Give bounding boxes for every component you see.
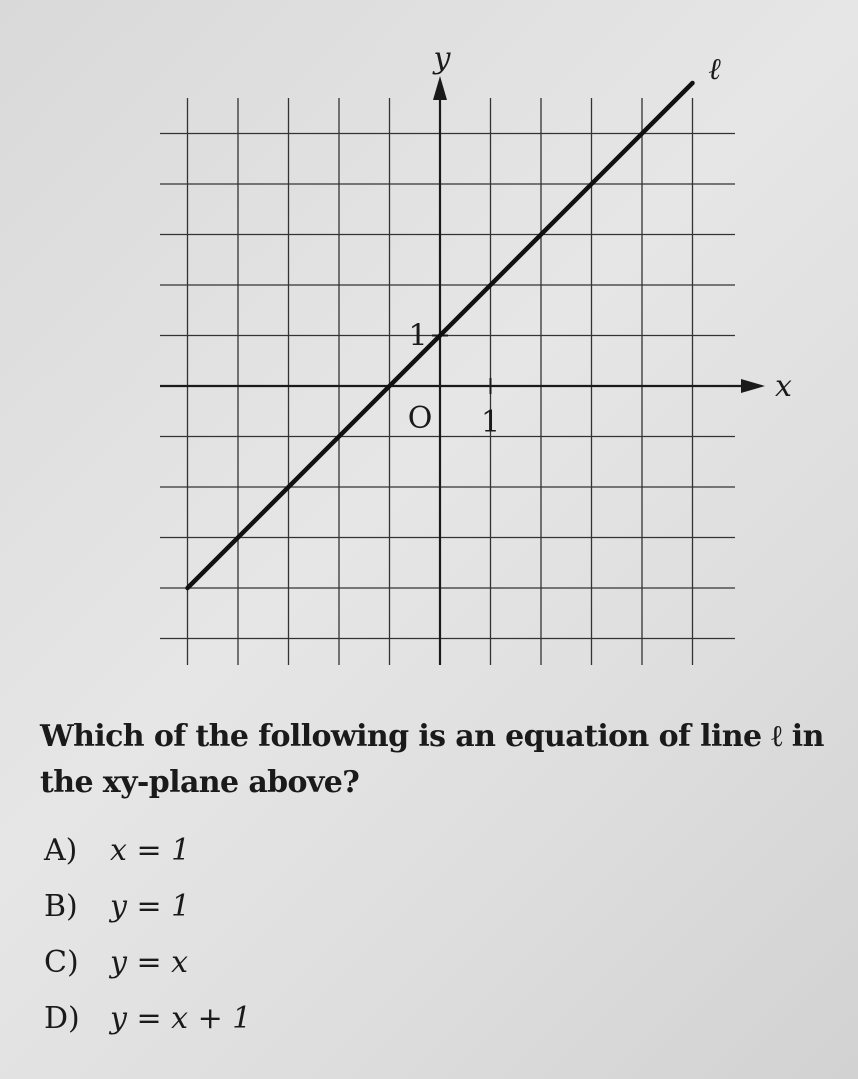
choice-a[interactable] bbox=[44, 822, 744, 878]
choice-letter: B) bbox=[44, 888, 78, 924]
choice-equation: x = 1 bbox=[110, 832, 191, 868]
y-axis-arrow bbox=[433, 76, 447, 100]
line-l-label: ℓ bbox=[708, 52, 721, 87]
x-axis-arrow bbox=[741, 379, 765, 393]
choice-letter: A) bbox=[44, 832, 78, 868]
choice-d[interactable] bbox=[44, 990, 744, 1046]
choice-letter: C) bbox=[44, 944, 79, 980]
x-axis-label: x bbox=[775, 369, 792, 404]
y-axis-label: y bbox=[433, 41, 451, 76]
y-tick-label: 1 bbox=[408, 318, 428, 354]
question-text: Which of the following is an equation of line ℓ in the xy-plane above? bbox=[40, 719, 824, 800]
choice-equation: y = x + 1 bbox=[110, 1000, 252, 1036]
choice-letter: D) bbox=[44, 1000, 80, 1036]
label-layer bbox=[408, 41, 792, 440]
axes bbox=[160, 76, 765, 665]
answer-choices bbox=[44, 822, 744, 1046]
choice-equation: y = x bbox=[110, 944, 189, 980]
choice-equation: y = 1 bbox=[110, 888, 191, 924]
x-tick-label: 1 bbox=[480, 405, 501, 440]
choice-b[interactable] bbox=[44, 878, 744, 934]
grid bbox=[160, 98, 735, 665]
origin-label: O bbox=[407, 401, 433, 436]
choice-c[interactable] bbox=[44, 934, 744, 990]
